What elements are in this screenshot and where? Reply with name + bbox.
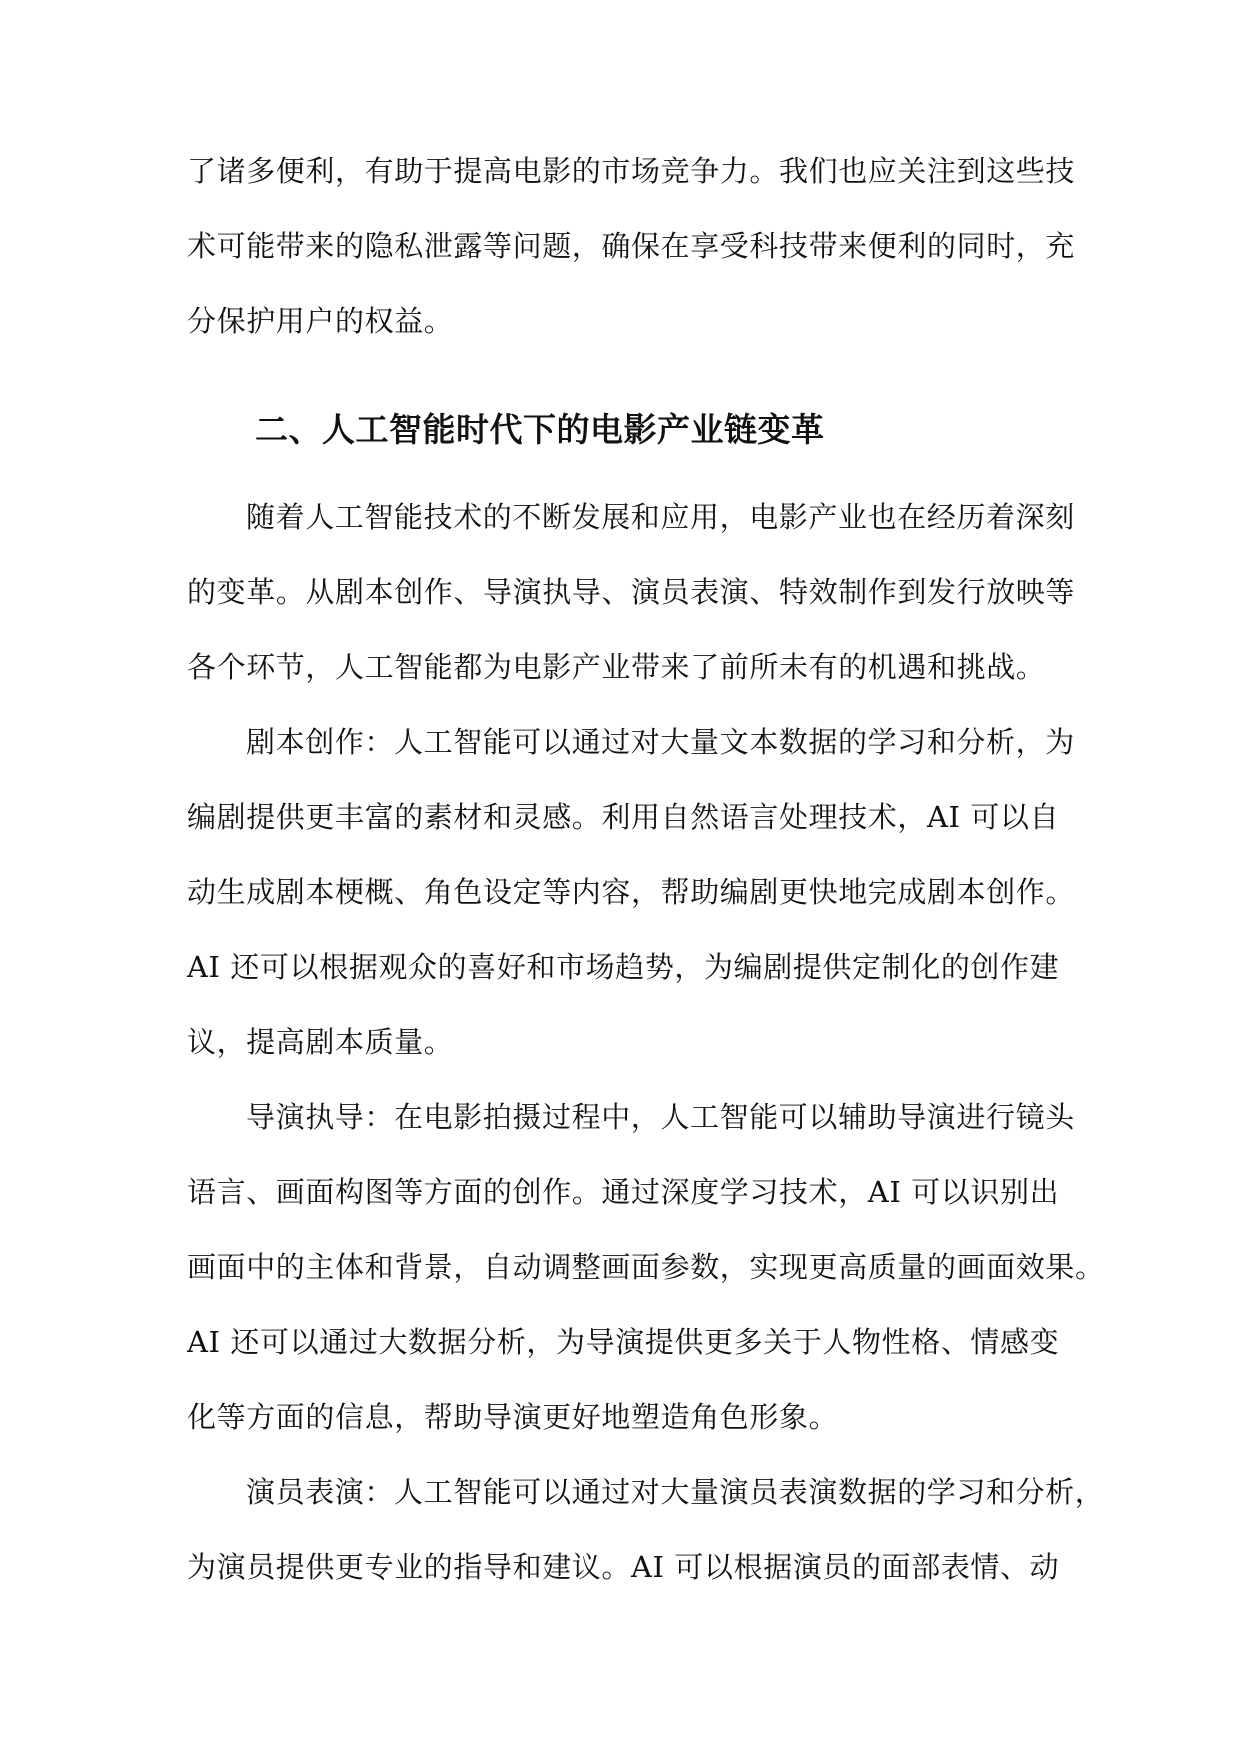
paragraph-first-line: 演员表演：人工智能可以通过对大量演员表演数据的学习和分析， (246, 1475, 1105, 1509)
text-line: 的变革。从剧本创作、导演执导、演员表演、特效制作到发行放映等 (187, 575, 1076, 609)
text-line: 化等方面的信息，帮助导演更好地塑造角色形象。 (187, 1400, 839, 1434)
text-line: 术可能带来的隐私泄露等问题，确保在享受科技带来便利的同时，充 (187, 229, 1076, 263)
paragraph-first-line: 剧本创作：人工智能可以通过对大量文本数据的学习和分析，为 (246, 725, 1075, 759)
paragraph-first-line: 导演执导：在电影拍摄过程中，人工智能可以辅助导演进行镜头 (246, 1100, 1075, 1134)
text-line: AI 还可以根据观众的喜好和市场趋势，为编剧提供定制化的创作建 (187, 950, 1060, 984)
text-line: 动生成剧本梗概、角色设定等内容，帮助编剧更快地完成剧本创作。 (187, 875, 1076, 909)
paragraph-first-line: 随着人工智能技术的不断发展和应用，电影产业也在经历着深刻 (246, 500, 1075, 534)
text-line: 了诸多便利，有助于提高电影的市场竞争力。我们也应关注到这些技 (187, 154, 1076, 188)
text-line: 语言、画面构图等方面的创作。通过深度学习技术，AI 可以识别出 (187, 1175, 1060, 1209)
section-heading: 二、人工智能时代下的电影产业链变革 (255, 410, 825, 449)
text-line: 编剧提供更丰富的素材和灵感。利用自然语言处理技术，AI 可以自 (187, 800, 1060, 834)
text-line: AI 还可以通过大数据分析，为导演提供更多关于人物性格、情感变 (187, 1325, 1060, 1359)
text-line: 议，提高剧本质量。 (187, 1025, 454, 1059)
text-line: 各个环节，人工智能都为电影产业带来了前所未有的机遇和挑战。 (187, 650, 1046, 684)
text-line: 画面中的主体和背景，自动调整画面参数，实现更高质量的画面效果。 (187, 1250, 1105, 1284)
text-line: 分保护用户的权益。 (187, 304, 454, 338)
text-line: 为演员提供更专业的指导和建议。AI 可以根据演员的面部表情、动 (187, 1550, 1060, 1584)
